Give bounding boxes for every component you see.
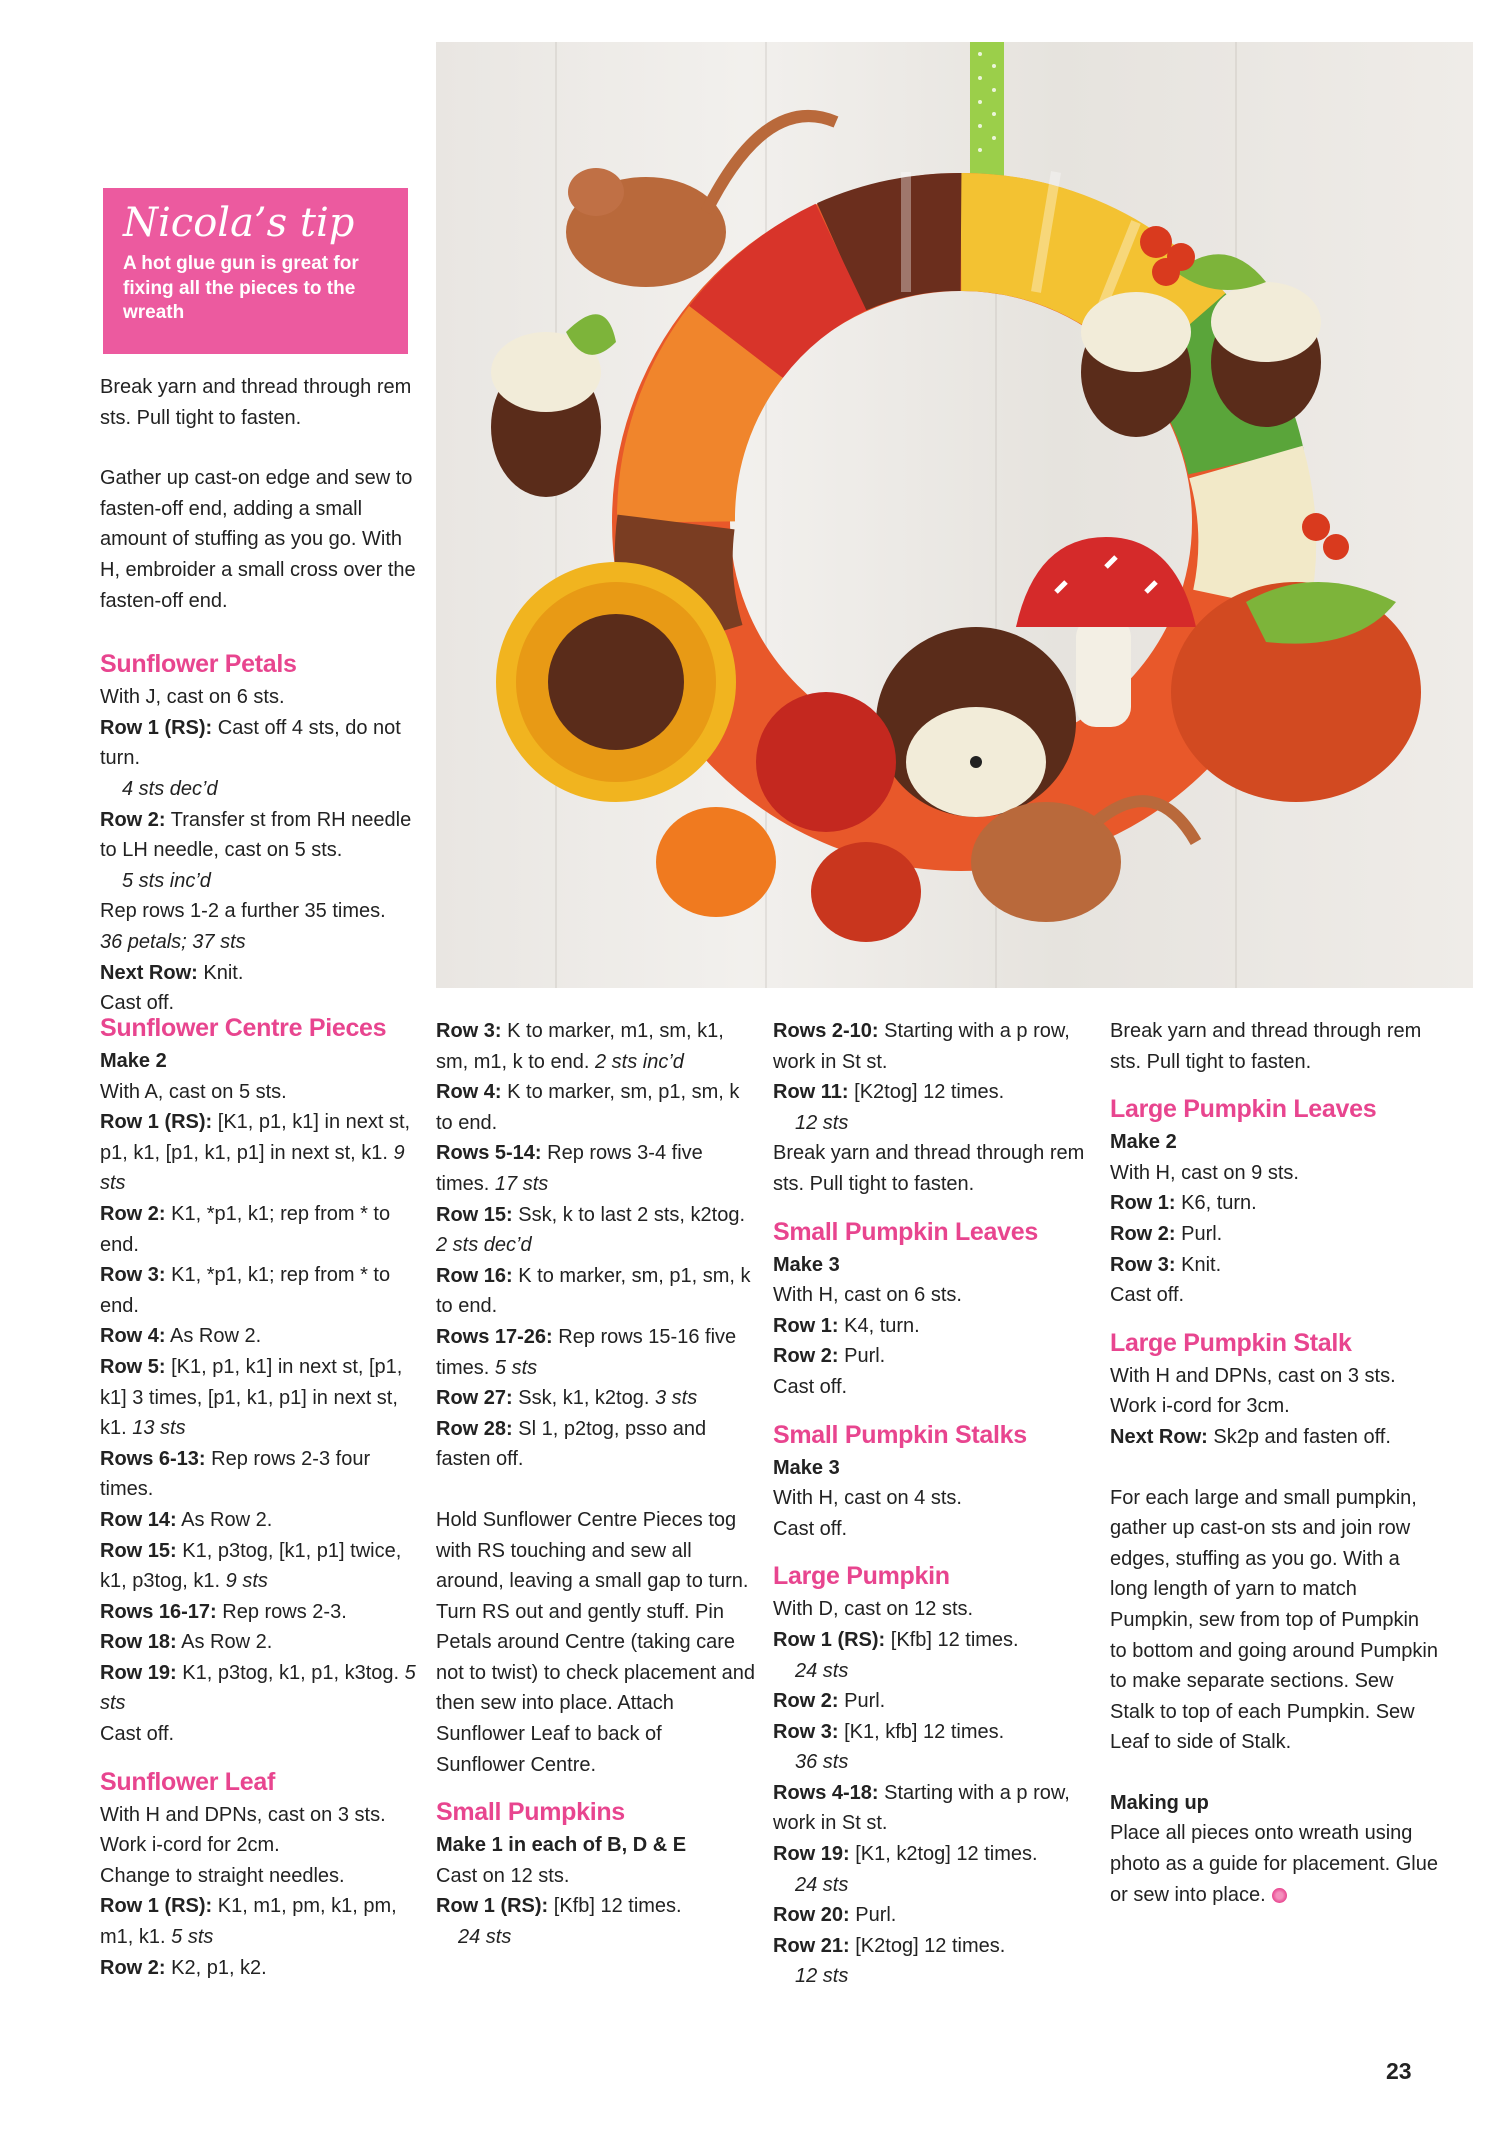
large-leaves-cast-on: With H, cast on 9 sts. [1110,1161,1299,1184]
acorns-left [491,314,616,497]
small-leaves-row-2: Row 2: Purl. [773,1345,886,1368]
mouse-bottom [971,801,1196,922]
petals-end: Cast off. [100,992,175,1015]
apple [756,692,896,832]
leaf-row-2: Row 2: K2, p1, k2. [100,1956,267,1979]
large-leaves-row-2: Row 2: Purl. [1110,1222,1223,1245]
leaf-cast-on: With H and DPNs, cast on 3 sts. [100,1803,386,1826]
heading-large-pumpkin-leaves: Large Pumpkin Leaves [1110,1095,1377,1124]
heading-sunflower-petals: Sunflower Petals [100,650,297,679]
small-stalks-make: Make 3 [773,1456,840,1479]
large-pumpkin-row-3-count: 36 sts [795,1751,849,1774]
ribbon [970,42,1004,192]
small-pumpkins-row-1: Row 1 (RS): [Kfb] 12 times. [436,1895,682,1918]
large-pumpkin-row-19-count: 24 sts [795,1873,849,1896]
column-4 [1110,1016,1440,1910]
column-3 [773,1016,1093,1992]
centre-row-4: Row 4: As Row 2. [100,1325,262,1348]
large-stalk-cast-on: With H and DPNs, cast on 3 sts. [1110,1364,1396,1387]
leaf-row-15: Row 15: Ssk, k to last 2 sts, k2tog. 2 sts dec’d [436,1203,746,1257]
leaf-row-1: Row 1 (RS): K1, m1, pm, k1, pm, m1, k1. 5 sts [100,1895,397,1949]
small-stalks-cast-on: With H, cast on 4 sts. [773,1487,962,1510]
large-pumpkin-row-21: Row 21: [K2tog] 12 times. [773,1934,1006,1957]
tip-box [103,188,408,354]
leaf-change: Change to straight needles. [100,1864,345,1887]
leaf-row-16: Row 16: K to marker, sm, p1, sm, k to end. [436,1264,751,1318]
leaf-row-27: Row 27: Ssk, k1, k2tog. 3 sts [436,1387,698,1410]
intro-paragraph-2: Gather up cast-on edge and sew to fasten-off end, adding a small amount of stuffing as you go. With H, embroider a small cross over the fasten-off end. [100,467,416,612]
petals-repeat-count: 36 petals; 37 sts [100,930,246,953]
centre-rows-6-13: Rows 6-13: Rep rows 2-3 four times. [100,1447,371,1501]
leaf-row-3: Row 3: K to marker, m1, sm, k1, sm, m1, k to end. 2 sts inc’d [436,1020,724,1073]
centre-row-1: Row 1 (RS): [K1, p1, k1] in next st, p1, k1, [p1, k1, p1] in next st, k1. 9 sts [100,1111,411,1195]
sunflower-assembly: Hold Sunflower Centre Pieces tog with RS touching and sew all around, leaving a small gap to turn. Turn RS out and gently stuff. Pin Petals around Centre (taking care not to twist) to check placement and then sew into place. Attach Sunflower Leaf to back of Sunflower Centre. [436,1508,756,1776]
small-leaves-row-1: Row 1: K4, turn. [773,1314,920,1337]
centre-cast-on: With A, cast on 5 sts. [100,1080,287,1103]
large-pumpkin-row-20: Row 20: Purl. [773,1904,897,1927]
centre-row-14: Row 14: As Row 2. [100,1508,273,1531]
large-leaves-end: Cast off. [1110,1284,1185,1307]
petals-row-2-count: 5 sts inc’d [122,869,211,892]
column-1-bottom [100,1010,425,1983]
small-leaves-make: Make 3 [773,1253,840,1276]
small-pumpkins-row-1-count: 24 sts [458,1926,512,1949]
heading-sunflower-leaf: Sunflower Leaf [100,1767,275,1796]
heading-making-up: Making up [1110,1791,1209,1814]
leaf-rows-17-26: Rows 17-26: Rep rows 15-16 five times. 5 sts [436,1325,737,1379]
heading-small-pumpkin-leaves: Small Pumpkin Leaves [773,1217,1038,1246]
large-pumpkin-cast-on: With D, cast on 12 sts. [773,1598,974,1621]
small-pumpkins-rows-2-10: Rows 2-10: Starting with a p row, work in St st. [773,1020,1070,1073]
small-pumpkins-end: Break yarn and thread through rem sts. Pull tight to fasten. [773,1142,1085,1195]
heading-large-pumpkin-stalk: Large Pumpkin Stalk [1110,1328,1352,1357]
large-pumpkin-end: Break yarn and thread through rem sts. Pull tight to fasten. [1110,1020,1422,1073]
petals-next-row: Next Row: Knit. [100,961,244,984]
large-pumpkin-row-2: Row 2: Purl. [773,1690,886,1713]
small-pumpkins-make: Make 1 in each of B, D & E [436,1834,687,1857]
centre-make: Make 2 [100,1050,167,1072]
heading-small-pumpkins: Small Pumpkins [436,1798,625,1827]
large-pumpkin [1171,582,1421,802]
centre-end: Cast off. [100,1723,175,1746]
large-leaves-make: Make 2 [1110,1131,1177,1154]
large-pumpkin-rows-4-18: Rows 4-18: Starting with a p row, work in St st. [773,1781,1070,1835]
small-pumpkins-row-11: Row 11: [K2tog] 12 times. [773,1081,1005,1104]
column-1-top [100,372,420,1019]
small-pumpkins-cast-on: Cast on 12 sts. [436,1864,570,1887]
making-up-text: Place all pieces onto wreath using photo as a guide for placement. Glue or sew into place. [1110,1822,1438,1906]
tip-text: A hot glue gun is great for fixing all the pieces to the wreath [123,253,359,324]
tip-title: Nicola’s tip [123,200,355,246]
leaf-row-28: Row 28: Sl 1, p2tog, psso and fasten off. [436,1417,707,1471]
large-pumpkin-row-21-count: 12 sts [795,1965,849,1988]
large-pumpkin-row-19: Row 19: [K1, k2tog] 12 times. [773,1843,1038,1866]
petals-row-1: Row 1 (RS): Cast off 4 sts, do not turn. [100,716,401,770]
petals-row-1-count: 4 sts dec’d [122,777,218,800]
petals-repeat: Rep rows 1-2 a further 35 times. [100,900,386,923]
large-pumpkin-row-3: Row 3: [K1, kfb] 12 times. [773,1720,1005,1743]
centre-row-3: Row 3: K1, *p1, k1; rep from * to end. [100,1264,391,1317]
centre-row-18: Row 18: As Row 2. [100,1631,273,1654]
centre-row-15: Row 15: K1, p3tog, [k1, p1] twice, k1, p3tog, k1. 9 sts [100,1539,402,1593]
wreath-photo [436,42,1473,988]
large-leaves-row-1: Row 1: K6, turn. [1110,1192,1257,1215]
small-leaves-end: Cast off. [773,1375,848,1398]
small-pumpkins-row-11-count: 12 sts [795,1111,849,1134]
centre-row-19: Row 19: K1, p3tog, k1, p1, k3tog. 5 sts [100,1661,416,1715]
petals-row-2: Row 2: Transfer st from RH needle to LH needle, cast on 5 sts. [100,808,412,862]
hedgehog [876,627,1076,817]
large-pumpkin-row-1-count: 24 sts [795,1659,849,1682]
page-number: 23 [1386,2058,1412,2084]
centre-row-5: Row 5: [K1, p1, k1] in next st, [p1, k1] 3 times, [p1, k1, p1] in next st, k1. 13 sts [100,1355,403,1440]
large-stalk-icord: Work i-cord for 3cm. [1110,1395,1290,1418]
petals-cast-on: With J, cast on 6 sts. [100,686,285,709]
small-stalks-end: Cast off. [773,1517,848,1540]
large-leaves-row-3: Row 3: Knit. [1110,1253,1222,1276]
heading-small-pumpkin-stalks: Small Pumpkin Stalks [773,1420,1027,1449]
leaf-row-4: Row 4: K to marker, sm, p1, sm, k to end. [436,1081,740,1134]
heading-sunflower-centre: Sunflower Centre Pieces [100,1014,387,1042]
small-leaves-cast-on: With H, cast on 6 sts. [773,1284,962,1307]
heading-large-pumpkin: Large Pumpkin [773,1562,950,1591]
large-pumpkin-row-1: Row 1 (RS): [Kfb] 12 times. [773,1628,1019,1651]
centre-row-2: Row 2: K1, *p1, k1; rep from * to end. [100,1202,391,1256]
leaf-icord: Work i-cord for 2cm. [100,1834,280,1857]
pumpkin-finishing: For each large and small pumpkin, gather up cast-on sts and join row edges, stuffing as you go. With a long length of yarn to match Pumpkin, sew from top of Pumpkin to bottom and going around Pumpkin to make separate sections. Sew Stalk to top of each Pumpkin. Sew Leaf to side of Stalk. [1110,1486,1438,1754]
yarn-ball-icon [1272,1888,1287,1903]
column-2 [436,1016,756,1953]
leaf-rows-5-14: Rows 5-14: Rep rows 3-4 five times. 17 sts [436,1142,703,1195]
centre-rows-16-17: Rows 16-17: Rep rows 2-3. [100,1600,347,1623]
wreath-illustration [436,42,1473,988]
large-stalk-next-row: Next Row: Sk2p and fasten off. [1110,1425,1391,1448]
sunflower [496,562,736,802]
intro-paragraph-1: Break yarn and thread through rem sts. Pull tight to fasten. [100,376,412,429]
